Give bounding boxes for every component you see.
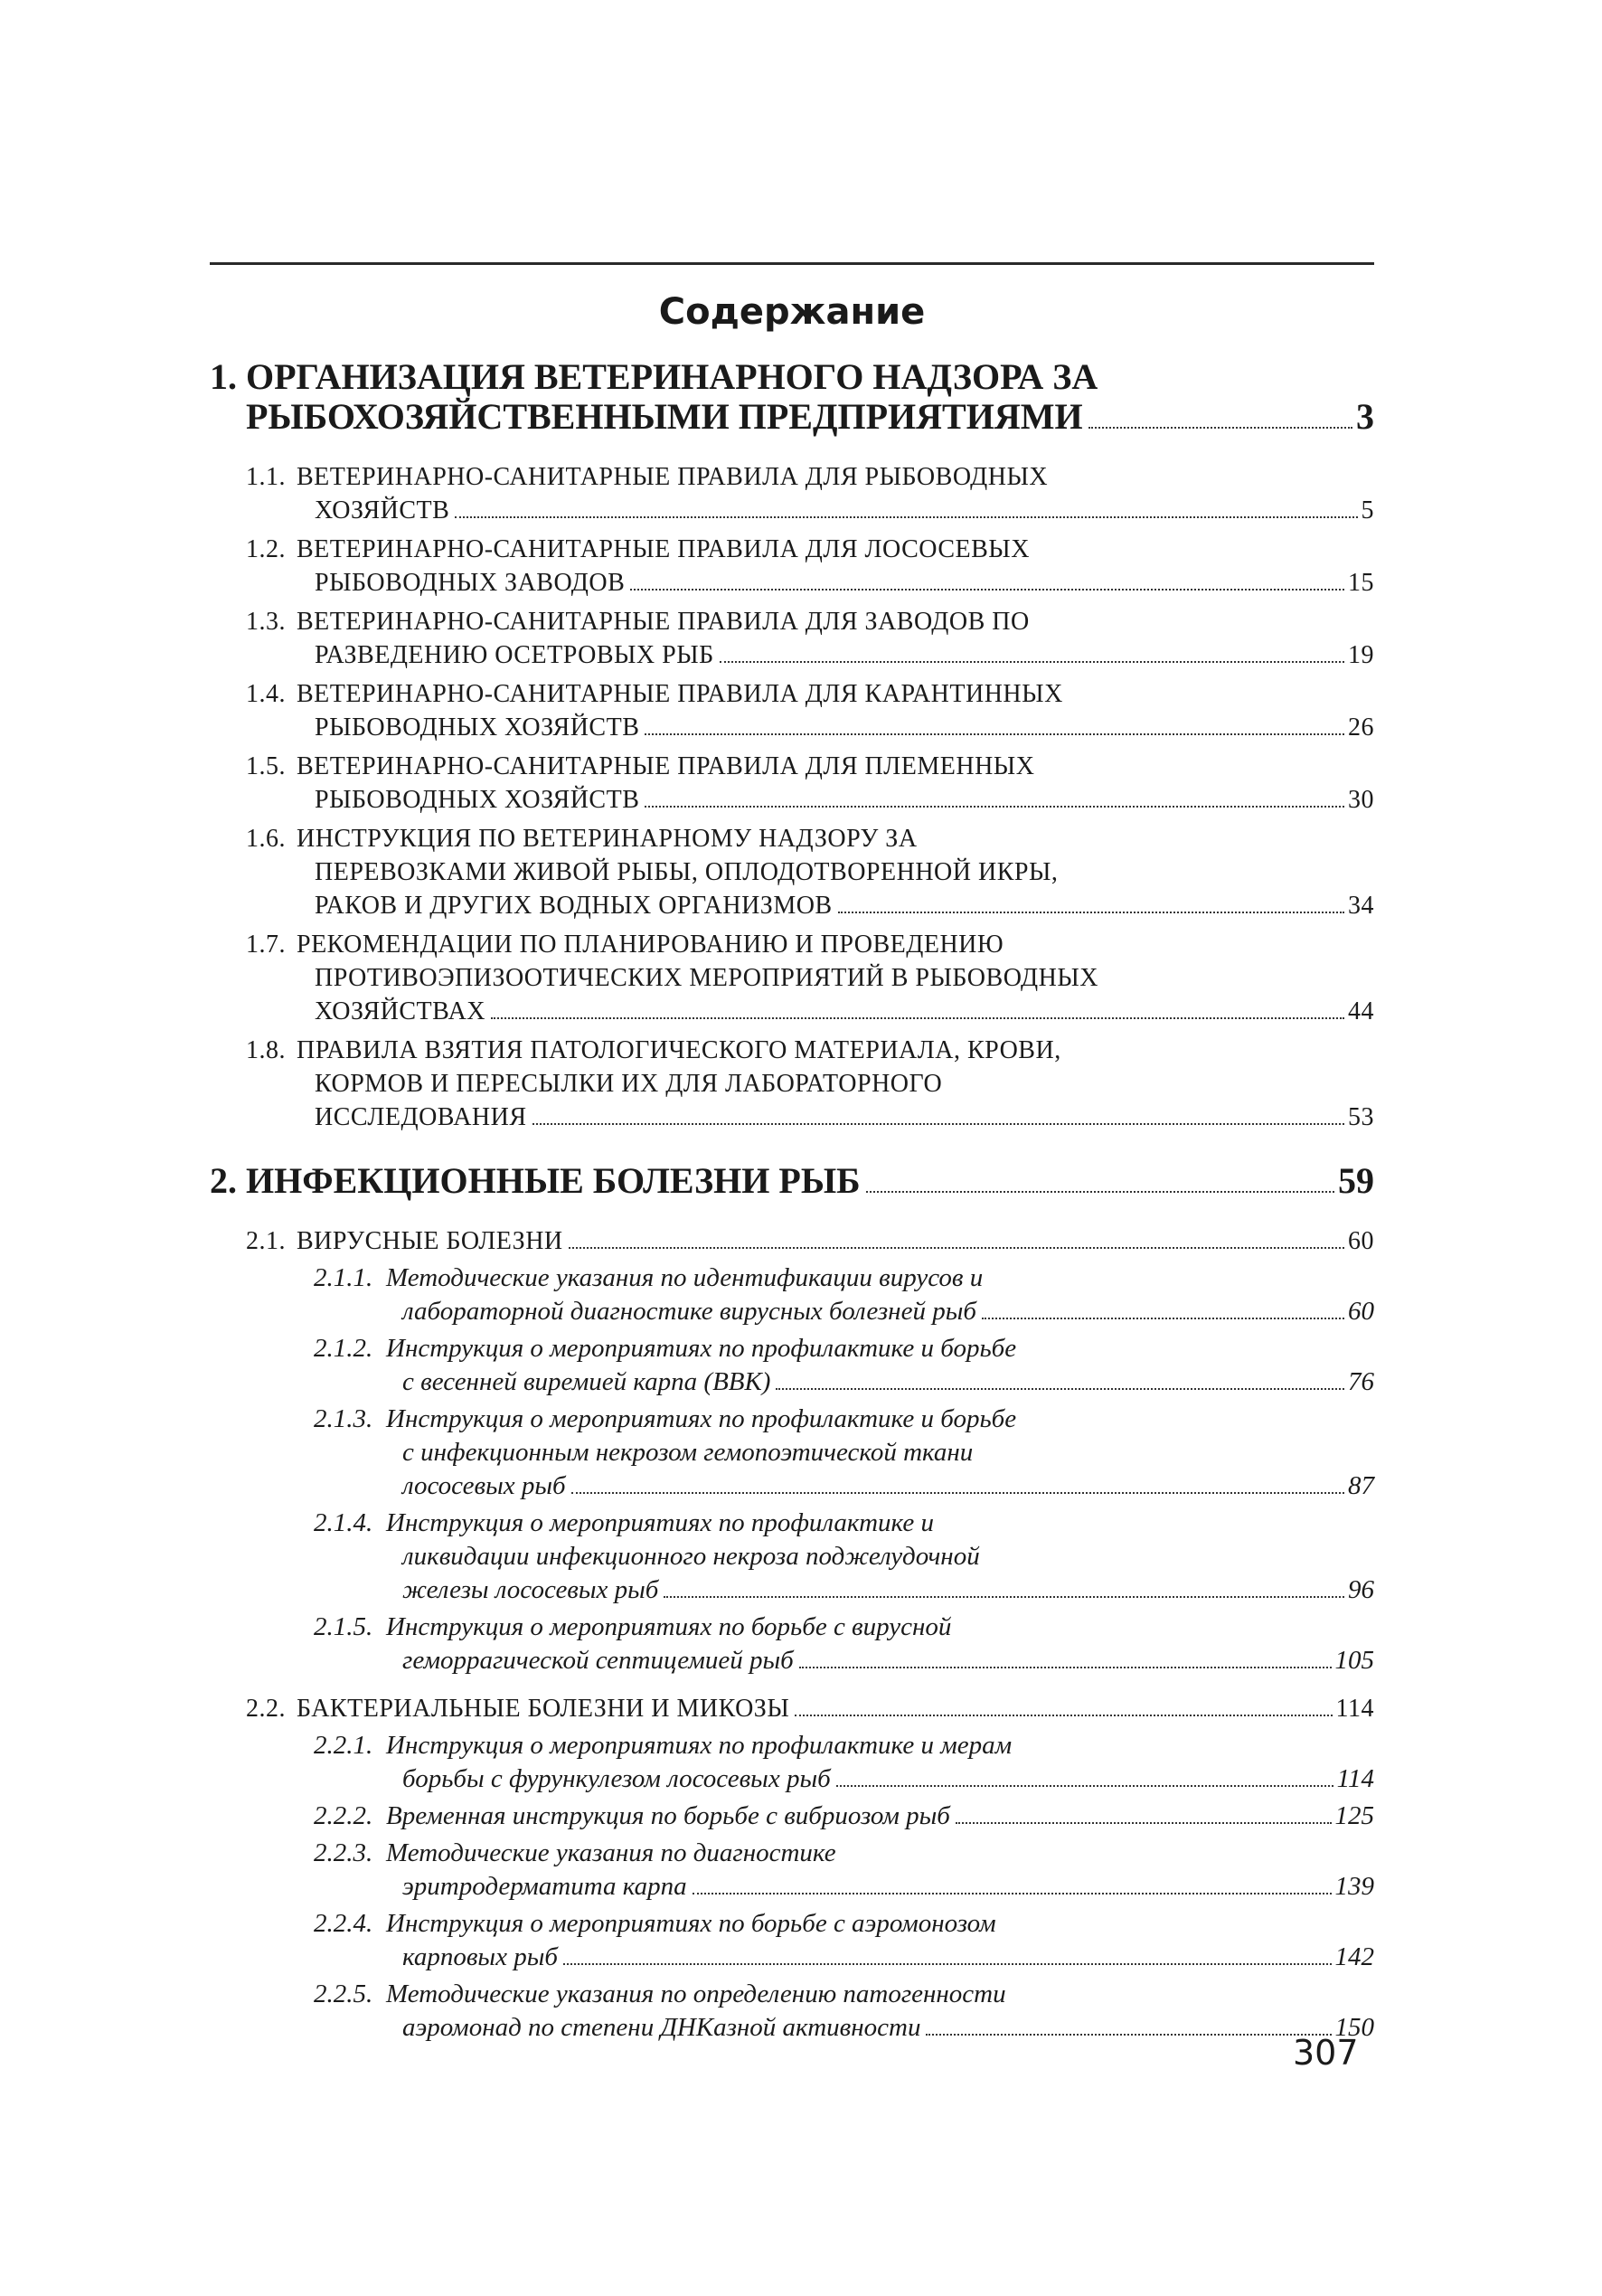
toc-entry-number: 2.1.3. <box>314 1404 373 1433</box>
toc-page-number: 60 <box>1348 1297 1374 1326</box>
toc-entry-2-1[interactable] <box>246 1224 1374 1258</box>
toc-entry-line: Методические указания по идентификации вирусов и <box>386 1263 984 1292</box>
toc-entry-line: ВЕТЕРИНАРНО-САНИТАРНЫЕ ПРАВИЛА ДЛЯ ПЛЕМЕННЫХ <box>297 752 1035 780</box>
toc-entry-number: 2.2.2. <box>314 1801 373 1830</box>
toc-entry-line: ВЕТЕРИНАРНО-САНИТАРНЫЕ ПРАВИЛА ДЛЯ ЛОСОСЕВЫХ <box>297 535 1030 563</box>
toc-entry-line: Инструкция о мероприятиях по борьбе с вирусной <box>386 1612 952 1641</box>
toc-entry-line: Инструкция о мероприятиях по профилактике и борьбе <box>386 1404 1017 1433</box>
toc-entry-1-4[interactable] <box>246 677 1374 744</box>
toc-entry-line: эритродерматита карпа 139 <box>386 1870 1374 1904</box>
page-title: Содержание <box>658 291 926 333</box>
toc-entry-text <box>314 1611 1374 1677</box>
toc-page-number: 30 <box>1348 786 1374 814</box>
toc-entry-2-2-3[interactable] <box>314 1837 1374 1904</box>
toc-entry-text <box>246 1224 1374 1258</box>
toc-entry-number: 1.4. <box>246 680 286 708</box>
toc-dot-leader <box>956 1822 1332 1824</box>
toc-entry-line: Методические указания по диагностике <box>386 1838 836 1867</box>
toc-dot-leader <box>776 1388 1344 1390</box>
toc-entry-text <box>246 1692 1374 1725</box>
toc-entry-number: 1.7. <box>246 931 286 959</box>
toc-entry-number: 2.1.1. <box>314 1263 373 1292</box>
toc-dot-leader <box>455 516 1357 518</box>
table-of-contents <box>210 357 1374 2045</box>
toc-entry-number: 2.2.3. <box>314 1838 373 1867</box>
toc-entry-1-3[interactable] <box>246 605 1374 672</box>
toc-entry-line: геморрагической септицемией рыб 105 <box>386 1644 1374 1677</box>
toc-entry-1-2[interactable] <box>246 533 1374 600</box>
toc-dot-leader <box>491 1017 1344 1019</box>
toc-entry-line: Инструкция о мероприятиях по профилактике и борьбе <box>386 1334 1017 1363</box>
toc-entry-line: РЫБОВОДНЫХ ХОЗЯЙСТВ 30 <box>297 783 1374 817</box>
toc-entry-1-7[interactable] <box>246 928 1374 1028</box>
toc-entry-number: 2.2.1. <box>314 1731 373 1760</box>
toc-entry-text <box>314 1507 1374 1607</box>
toc-entry-line: ВЕТЕРИНАРНО-САНИТАРНЫЕ ПРАВИЛА ДЛЯ РЫБОВОДНЫХ <box>297 463 1049 491</box>
toc-entry-text <box>246 928 1374 1028</box>
toc-dot-leader <box>571 1492 1344 1494</box>
toc-page-number: 60 <box>1348 1227 1374 1255</box>
toc-entry-line: ИНСТРУКЦИЯ ПО ВЕТЕРИНАРНОМУ НАДЗОРУ ЗА <box>297 825 918 853</box>
toc-entry-line: РЕКОМЕНДАЦИИ ПО ПЛАНИРОВАНИЮ И ПРОВЕДЕНИЮ <box>297 931 1004 959</box>
toc-entry-line: РАЗВЕДЕНИЮ ОСЕТРОВЫХ РЫБ 19 <box>297 638 1374 672</box>
toc-page-number: 15 <box>1348 569 1374 597</box>
toc-dot-leader <box>982 1318 1344 1319</box>
toc-entry-line: ИССЛЕДОВАНИЯ 53 <box>297 1101 1374 1134</box>
toc-entry-line: РЫБОВОДНЫХ ХОЗЯЙСТВ 26 <box>297 711 1374 744</box>
toc-entry-text <box>246 605 1374 672</box>
toc-entry-2-1-3[interactable] <box>314 1403 1374 1503</box>
toc-entry-text <box>246 1034 1374 1134</box>
toc-entry-number: 1.3. <box>246 608 286 636</box>
toc-entry-line: аэромонад по степени ДНКазной активности 150 <box>386 2011 1374 2045</box>
toc-dot-leader <box>630 589 1344 591</box>
toc-entry-2-1-1[interactable] <box>314 1261 1374 1328</box>
toc-page-number: 139 <box>1334 1872 1374 1901</box>
toc-dot-leader <box>799 1667 1332 1668</box>
toc-entry-text <box>314 1729 1374 1796</box>
toc-page-number: 125 <box>1334 1801 1374 1830</box>
toc-entry-text <box>210 1161 1374 1201</box>
toc-entry-text <box>210 357 1374 437</box>
toc-entry-line: Инструкция о мероприятиях по профилактике и <box>386 1508 935 1537</box>
toc-entry-text <box>246 460 1374 527</box>
toc-entry-line: лососевых рыб 87 <box>386 1469 1374 1503</box>
toc-entry-1-8[interactable] <box>246 1034 1374 1134</box>
toc-entry-number: 1.2. <box>246 535 286 563</box>
toc-entry-line: Инструкция о мероприятиях по профилактике и мерам <box>386 1731 1013 1760</box>
toc-entry-line: РЫБОХОЗЯЙСТВЕННЫМИ ПРЕДПРИЯТИЯМИ 3 <box>246 396 1374 437</box>
toc-entry-1-5[interactable] <box>246 750 1374 817</box>
toc-page-number: 26 <box>1348 713 1374 742</box>
toc-entry-text <box>246 750 1374 817</box>
toc-dot-leader <box>532 1123 1344 1125</box>
toc-entry-text <box>314 1837 1374 1904</box>
toc-dot-leader <box>569 1247 1344 1249</box>
toc-entry-text <box>314 1800 1374 1833</box>
toc-page-number: 87 <box>1348 1471 1374 1500</box>
toc-dot-leader <box>1088 427 1352 429</box>
toc-entry-1-6[interactable] <box>246 822 1374 922</box>
toc-entry-line: КОРМОВ И ПЕРЕСЫЛКИ ИХ ДЛЯ ЛАБОРАТОРНОГО <box>315 1070 943 1098</box>
toc-dot-leader <box>838 912 1344 913</box>
toc-page-number: 96 <box>1348 1575 1374 1604</box>
toc-entry-number: 1. <box>210 356 237 397</box>
toc-entry-line: ОРГАНИЗАЦИЯ ВЕТЕРИНАРНОГО НАДЗОРА ЗА <box>246 356 1098 397</box>
toc-entry-number: 2.1.5. <box>314 1612 373 1641</box>
toc-entry-number: 2.1.2. <box>314 1334 373 1363</box>
toc-entry-line: лабораторной диагностике вирусных болезней рыб 60 <box>386 1295 1374 1328</box>
header-rule <box>210 262 1374 265</box>
toc-entry-line: ВИРУСНЫЕ БОЛЕЗНИ 60 <box>297 1224 1374 1258</box>
toc-page-number: 150 <box>1334 2013 1374 2042</box>
toc-entry-2[interactable] <box>210 1161 1374 1201</box>
toc-page-number: 3 <box>1356 396 1374 437</box>
toc-page-number: 114 <box>1336 1764 1374 1793</box>
toc-entry-line: ПЕРЕВОЗКАМИ ЖИВОЙ РЫБЫ, ОПЛОДОТВОРЕННОЙ ИКРЫ, <box>315 858 1059 886</box>
toc-entry-number: 2.2.5. <box>314 1979 373 2008</box>
toc-entry-text <box>246 822 1374 922</box>
toc-page-number: 44 <box>1348 997 1374 1025</box>
toc-page-number: 105 <box>1334 1646 1374 1675</box>
toc-page-number: 19 <box>1348 641 1374 669</box>
toc-entry-2-1-4[interactable] <box>314 1507 1374 1607</box>
toc-entry-2-2-2[interactable] <box>314 1800 1374 1833</box>
toc-dot-leader <box>720 661 1344 663</box>
toc-entry-line: железы лососевых рыб 96 <box>386 1573 1374 1607</box>
toc-dot-leader <box>926 2034 1331 2036</box>
toc-entry-line: Инструкция о мероприятиях по борьбе с аэромонозом <box>386 1909 996 1938</box>
toc-entry-line: с весенней виремией карпа (ВВК) 76 <box>386 1365 1374 1399</box>
toc-entry-2-1-2[interactable] <box>314 1332 1374 1399</box>
toc-entry-line: ВЕТЕРИНАРНО-САНИТАРНЫЕ ПРАВИЛА ДЛЯ ЗАВОДОВ ПО <box>297 608 1030 636</box>
toc-entry-line: Методические указания по определению патогенности <box>386 1979 1006 2008</box>
toc-entry-line: борьбы с фурункулезом лососевых рыб 114 <box>386 1762 1374 1796</box>
toc-dot-leader <box>645 806 1344 808</box>
toc-page-number: 34 <box>1348 892 1374 920</box>
toc-entry-text <box>246 677 1374 744</box>
toc-entry-number: 2.1.4. <box>314 1508 373 1537</box>
toc-entry-number: 1.8. <box>246 1036 286 1064</box>
toc-entry-line: БАКТЕРИАЛЬНЫЕ БОЛЕЗНИ И МИКОЗЫ 114 <box>297 1692 1374 1725</box>
toc-entry-line: РЫБОВОДНЫХ ЗАВОДОВ 15 <box>297 566 1374 600</box>
toc-entry-number: 1.6. <box>246 825 286 853</box>
toc-entry-text <box>314 1403 1374 1503</box>
toc-dot-leader <box>795 1715 1332 1716</box>
toc-entry-line: РАКОВ И ДРУГИХ ВОДНЫХ ОРГАНИЗМОВ 34 <box>297 889 1374 922</box>
toc-entry-2-2-4[interactable] <box>314 1907 1374 1974</box>
toc-entry-line: карповых рыб 142 <box>386 1941 1374 1974</box>
toc-entry-line: с инфекционным некрозом гемопоэтической ткани <box>402 1438 974 1467</box>
toc-entry-2-2-5[interactable] <box>314 1978 1374 2045</box>
toc-entry-2-2-1[interactable] <box>314 1729 1374 1796</box>
toc-entry-text <box>246 533 1374 600</box>
toc-entry-2-2[interactable] <box>246 1692 1374 1725</box>
toc-page-number: 76 <box>1348 1367 1374 1396</box>
toc-entry-number: 2.2.4. <box>314 1909 373 1938</box>
toc-entry-line: ликвидации инфекционного некроза поджелудочной <box>402 1542 980 1571</box>
toc-entry-line: ИНФЕКЦИОННЫЕ БОЛЕЗНИ РЫБ 59 <box>246 1160 1374 1201</box>
toc-dot-leader <box>563 1963 1332 1965</box>
page-number: 307 <box>1293 2033 1359 2073</box>
toc-entry-text <box>314 1261 1374 1328</box>
toc-entry-line: ПРОТИВОЭПИЗООТИЧЕСКИХ МЕРОПРИЯТИЙ В РЫБОВОДНЫХ <box>315 964 1098 992</box>
toc-dot-leader <box>866 1191 1334 1193</box>
toc-page-number: 59 <box>1338 1160 1374 1201</box>
toc-entry-number: 2.1. <box>246 1227 286 1255</box>
toc-entry-number: 1.1. <box>246 463 286 491</box>
toc-dot-leader <box>645 733 1344 735</box>
toc-entry-1[interactable] <box>210 357 1374 437</box>
toc-entry-text <box>314 1332 1374 1399</box>
toc-entry-text <box>314 1907 1374 1974</box>
toc-entry-number: 2. <box>210 1160 237 1201</box>
toc-page-number: 5 <box>1361 496 1374 524</box>
toc-entry-line: ПРАВИЛА ВЗЯТИЯ ПАТОЛОГИЧЕСКОГО МАТЕРИАЛА, КРОВИ, <box>297 1036 1061 1064</box>
toc-page-number: 114 <box>1335 1695 1374 1723</box>
toc-page-number: 142 <box>1334 1942 1374 1971</box>
toc-entry-text <box>314 1978 1374 2045</box>
toc-entry-line: ВЕТЕРИНАРНО-САНИТАРНЫЕ ПРАВИЛА ДЛЯ КАРАНТИННЫХ <box>297 680 1063 708</box>
toc-dot-leader <box>836 1785 1333 1787</box>
toc-entry-line: ХОЗЯЙСТВАХ 44 <box>297 995 1374 1028</box>
toc-dot-leader <box>693 1893 1332 1894</box>
toc-entry-1-1[interactable] <box>246 460 1374 527</box>
toc-entry-line: Временная инструкция по борьбе с вибриозом рыб 125 <box>386 1800 1374 1833</box>
toc-entry-2-1-5[interactable] <box>314 1611 1374 1677</box>
toc-dot-leader <box>664 1596 1344 1598</box>
toc-entry-number: 1.5. <box>246 752 286 780</box>
toc-page-number: 53 <box>1348 1103 1374 1131</box>
toc-entry-line: ХОЗЯЙСТВ 5 <box>297 494 1374 527</box>
toc-entry-number: 2.2. <box>246 1695 286 1723</box>
